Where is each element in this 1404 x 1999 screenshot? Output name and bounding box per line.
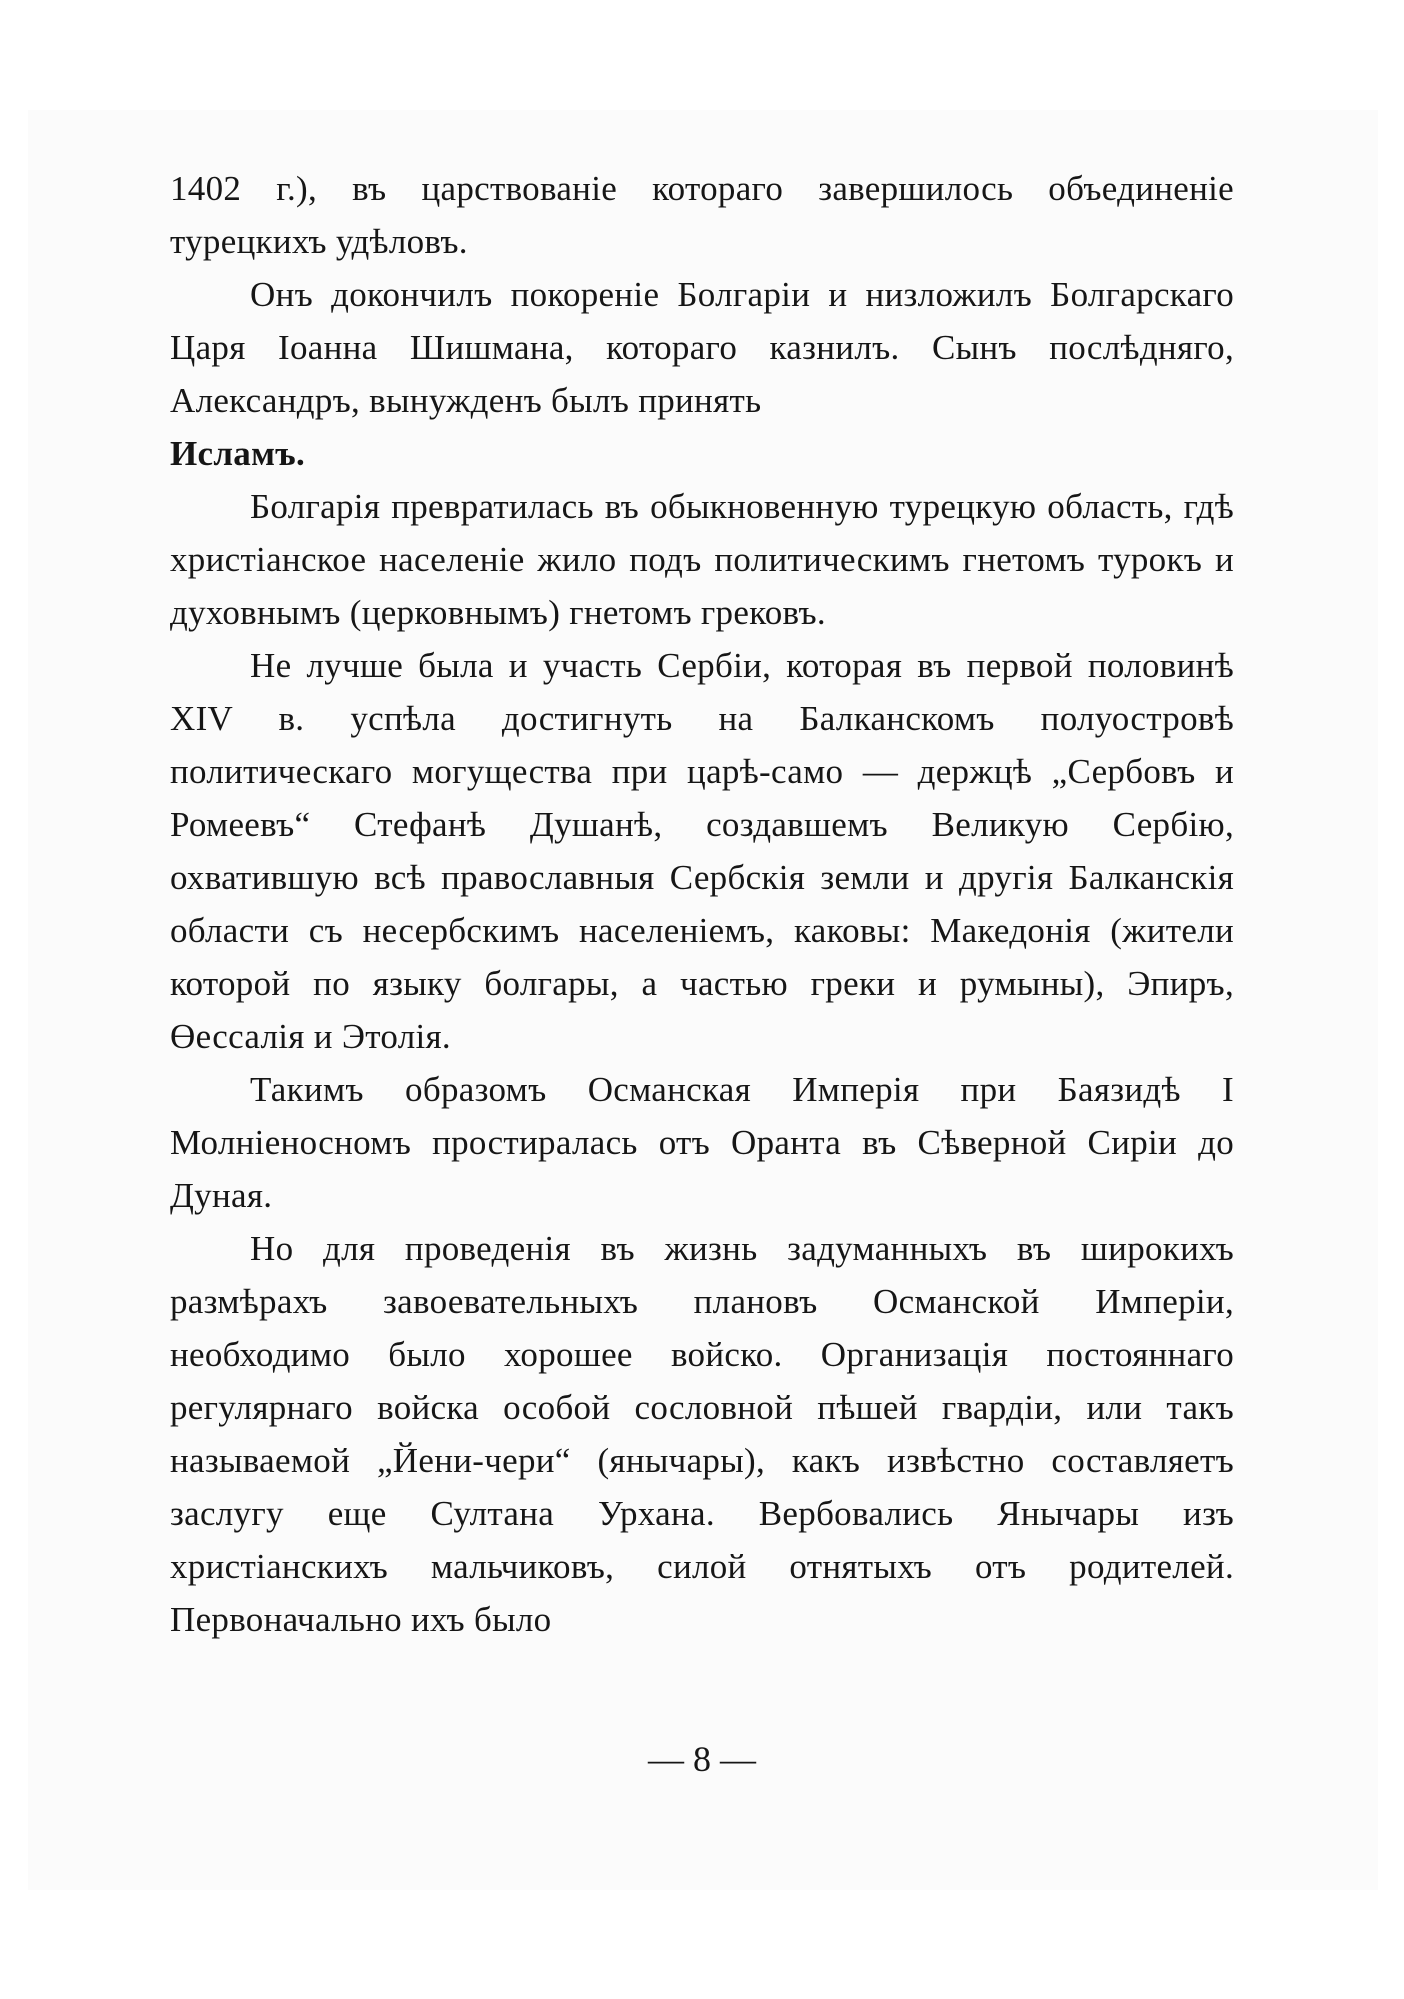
- paragraph-2: [170, 268, 1234, 480]
- page-number: — 8 —: [648, 1739, 756, 1779]
- paragraph-text: 1402 г.), въ царствованіе котораго завершилось объединеніе турецкихъ удѣловъ.: [170, 169, 1234, 261]
- paragraph-text: Но для проведенія въ жизнь задуманныхъ въ широкихъ размѣрахъ завоевательныхъ плановъ Османской Имперіи, необходимо было хорошее войско. Организація постояннаго регулярнаго войска особой сословной пѣшей гвардіи, или такъ называемой „Йени-чери“ (янычары), какъ извѣстно составляетъ заслугу еще Султана Урхана. Вербовались Янычары изъ христіанскихъ мальчиковъ, силой отнятыхъ отъ родителей. Первоначально ихъ было: [170, 1229, 1234, 1639]
- paragraph-1: [170, 162, 1234, 268]
- paragraph-6: [170, 1222, 1234, 1646]
- bold-word-islam: Исламъ.: [170, 434, 305, 473]
- paragraph-text: Такимъ образомъ Османская Имперія при Баязидѣ I Молніеносномъ простиралась отъ Оранта въ Сѣверной Сиріи до Дуная.: [170, 1070, 1234, 1215]
- paragraph-text: Онъ докончилъ покореніе Болгаріи и низложилъ Болгарскаго Царя Іоанна Шишмана, котораго казнилъ. Сынъ послѣдняго, Александръ, вынужденъ былъ принять: [170, 275, 1234, 420]
- paragraph-3: [170, 480, 1234, 639]
- paragraph-text: Не лучше была и участь Сербіи, которая въ первой половинѣ XIV в. успѣла достигнуть на Балканскомъ полуостровѣ политическаго могущества при царѣ-само — держцѣ „Сербовъ и Ромеевъ“ Стефанѣ Душанѣ, создавшемъ Великую Сербію, охватившую всѣ православныя Сербскія земли и другія Балканскія области съ несербскимъ населеніемъ, каковы: Македонія (жители которой по языку болгары, а частью греки и румыны), Эпиръ, Өессалія и Этолія.: [170, 646, 1234, 1056]
- paragraph-text: Болгарія превратилась въ обыкновенную турецкую область, гдѣ христіанское населеніе жило подъ политическимъ гнетомъ турокъ и духовнымъ (церковнымъ) гнетомъ грековъ.: [170, 487, 1234, 632]
- paragraph-5: [170, 1063, 1234, 1222]
- paragraph-4: [170, 639, 1234, 1063]
- body-text: [170, 162, 1234, 1646]
